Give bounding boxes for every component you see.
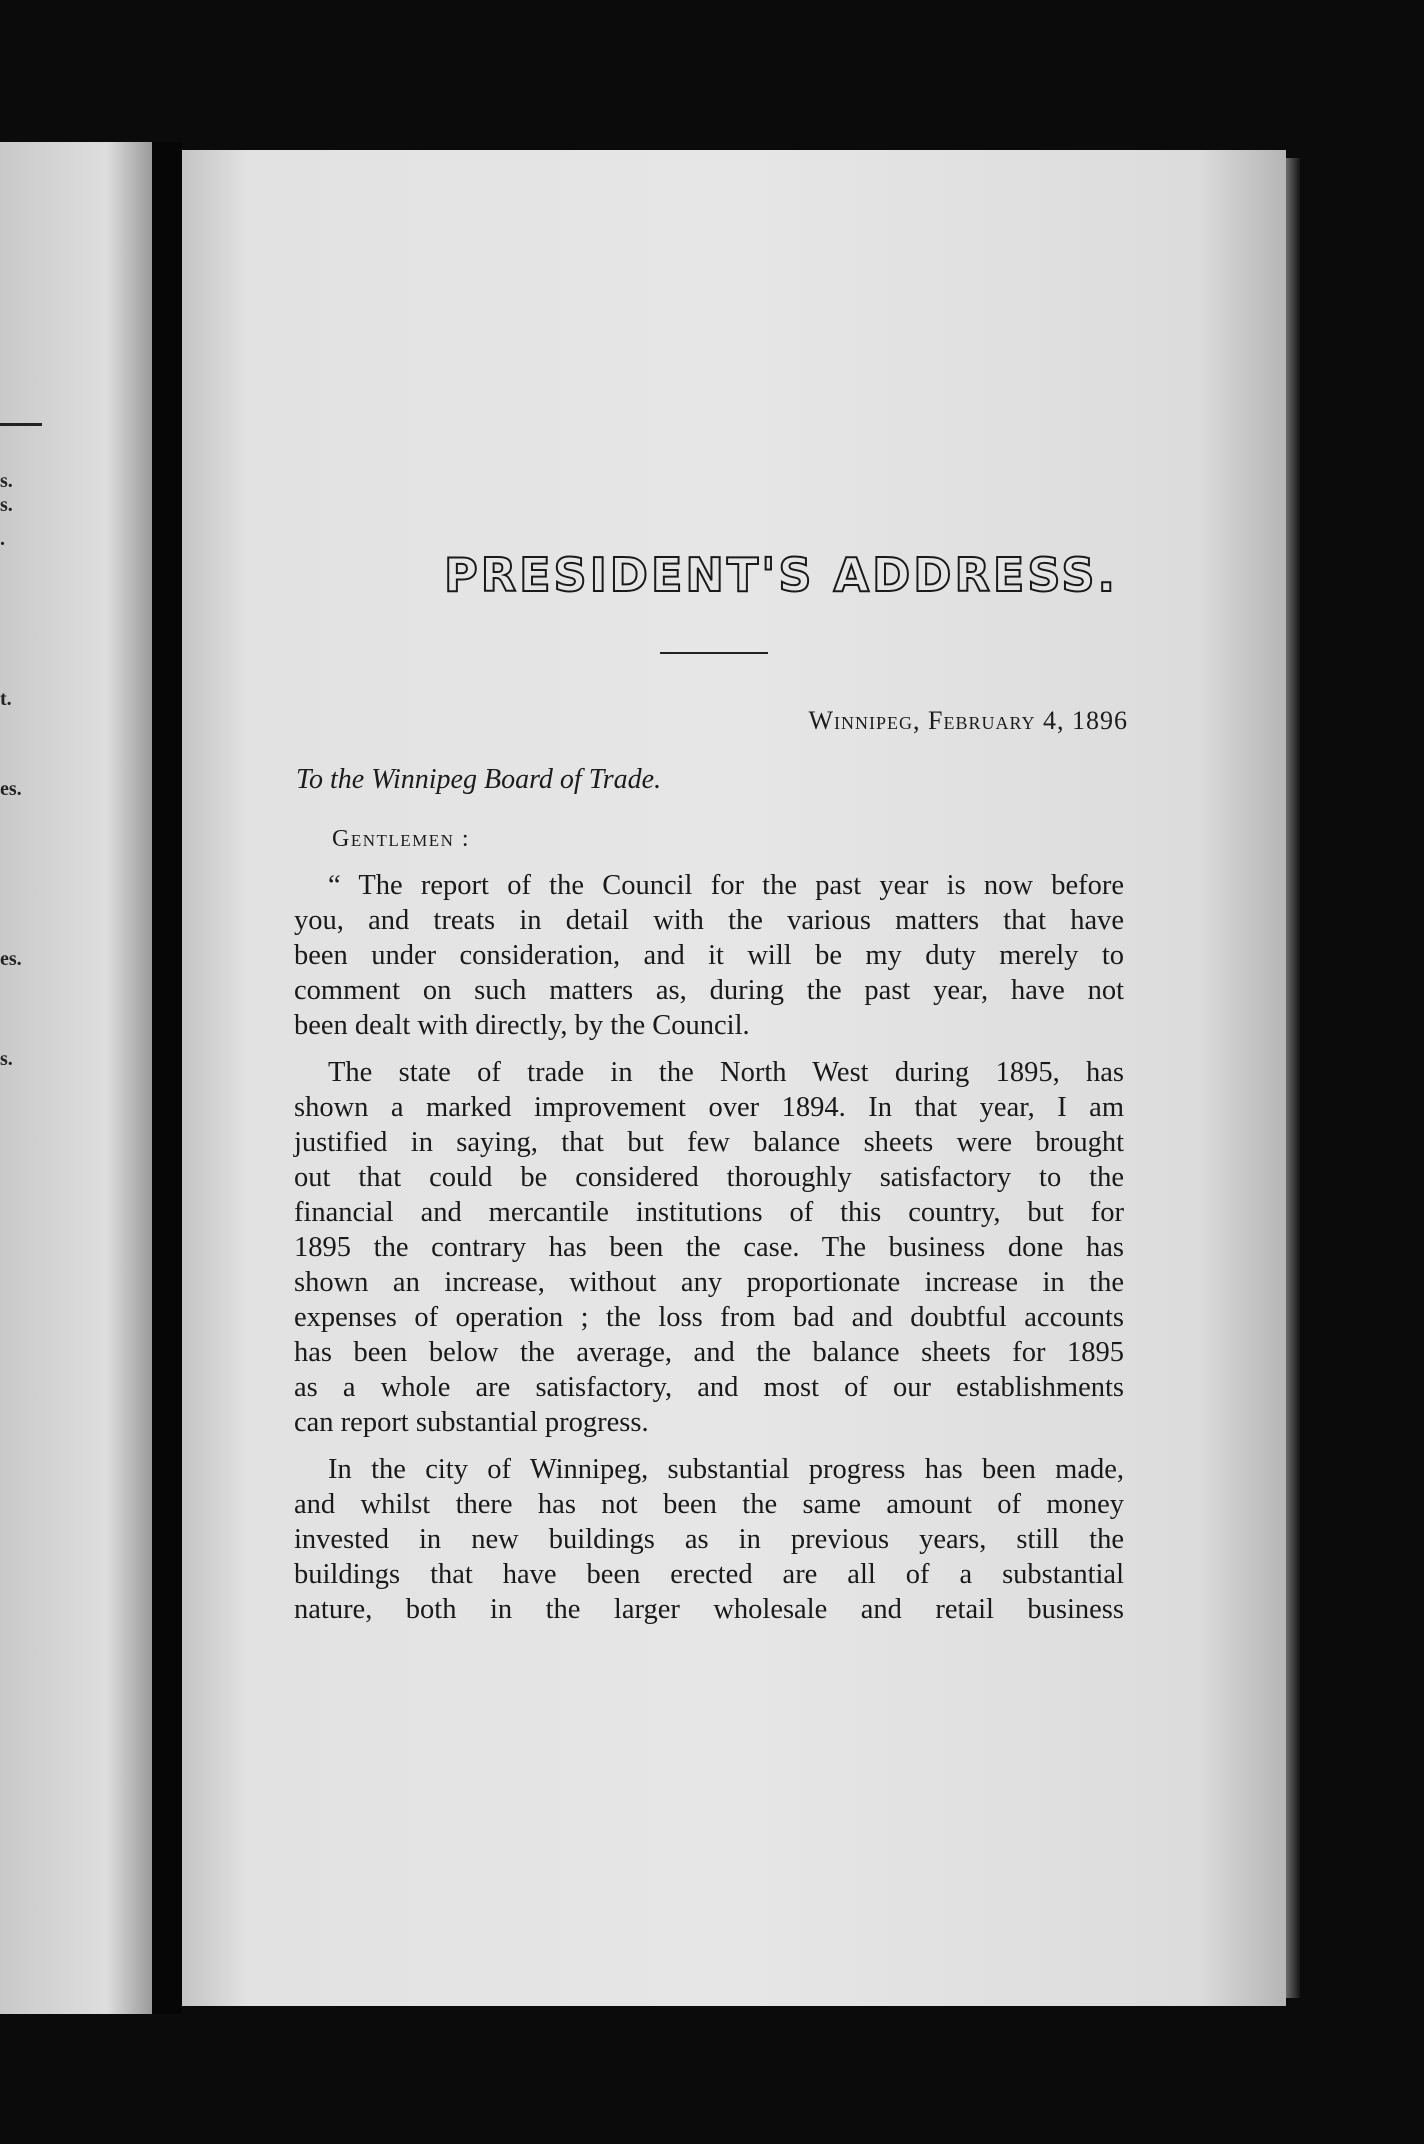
text-line: you, and treats in detail with the various matters that have xyxy=(294,905,1124,936)
text-line: shown an increase, without any proportionate increase in the xyxy=(294,1267,1124,1298)
text-line: out that could be considered thoroughly satisfactory to the xyxy=(294,1162,1124,1193)
text-line: In the city of Winnipeg, substantial progress has been made, xyxy=(328,1454,1124,1485)
dateline: Winnipeg, February 4, 1896 xyxy=(808,706,1128,735)
body-text xyxy=(294,868,1124,1639)
document-page xyxy=(182,150,1286,2006)
text-line: nature, both in the larger wholesale and retail business xyxy=(294,1594,1124,1625)
text-line: been dealt with directly, by the Council. xyxy=(294,1010,750,1041)
text-line: as a whole are satisfactory, and most of our establishments xyxy=(294,1372,1124,1403)
text-line: “ The report of the Council for the past year is now before xyxy=(328,870,1124,901)
salutation: To the Winnipeg Board of Trade. xyxy=(296,764,662,795)
book-gutter xyxy=(152,142,182,2014)
paragraph xyxy=(294,1452,1124,1627)
left-page-fragment: s. xyxy=(0,494,13,516)
text-line: has been below the average, and the balance sheets for 1895 xyxy=(294,1337,1124,1368)
left-page-fragment: s. xyxy=(0,470,13,492)
text-line: 1895 the contrary has been the case. The business done has xyxy=(294,1232,1124,1263)
page-edge-shadow xyxy=(1286,158,1300,1998)
paragraph xyxy=(294,1055,1124,1440)
greeting: Gentlemen : xyxy=(332,826,471,852)
title-divider xyxy=(660,652,768,654)
left-page-rule xyxy=(0,423,42,426)
adjacent-left-page xyxy=(0,142,152,2014)
text-line: invested in new buildings as in previous years, still the xyxy=(294,1524,1124,1555)
left-page-fragment: es. xyxy=(0,778,22,800)
text-line: buildings that have been erected are all of a substantial xyxy=(294,1559,1124,1590)
page-title: PRESIDENT'S ADDRESS. xyxy=(444,548,1118,602)
text-line: been under consideration, and it will be my duty merely to xyxy=(294,940,1124,971)
left-page-fragment: t. xyxy=(0,688,12,710)
text-line: justified in saying, that but few balance sheets were brought xyxy=(294,1127,1124,1158)
paragraph xyxy=(294,868,1124,1043)
text-line: comment on such matters as, during the past year, have not xyxy=(294,975,1124,1006)
left-page-fragment: . xyxy=(0,528,5,550)
text-line: shown a marked improvement over 1894. In that year, I am xyxy=(294,1092,1124,1123)
text-line: financial and mercantile institutions of this country, but for xyxy=(294,1197,1124,1228)
text-line: can report substantial progress. xyxy=(294,1407,649,1438)
left-page-fragment: s. xyxy=(0,1048,13,1070)
text-line: and whilst there has not been the same amount of money xyxy=(294,1489,1124,1520)
text-line: expenses of operation ; the loss from bad and doubtful accounts xyxy=(294,1302,1124,1333)
text-line: The state of trade in the North West during 1895, has xyxy=(328,1057,1124,1088)
left-page-fragment: es. xyxy=(0,948,22,970)
